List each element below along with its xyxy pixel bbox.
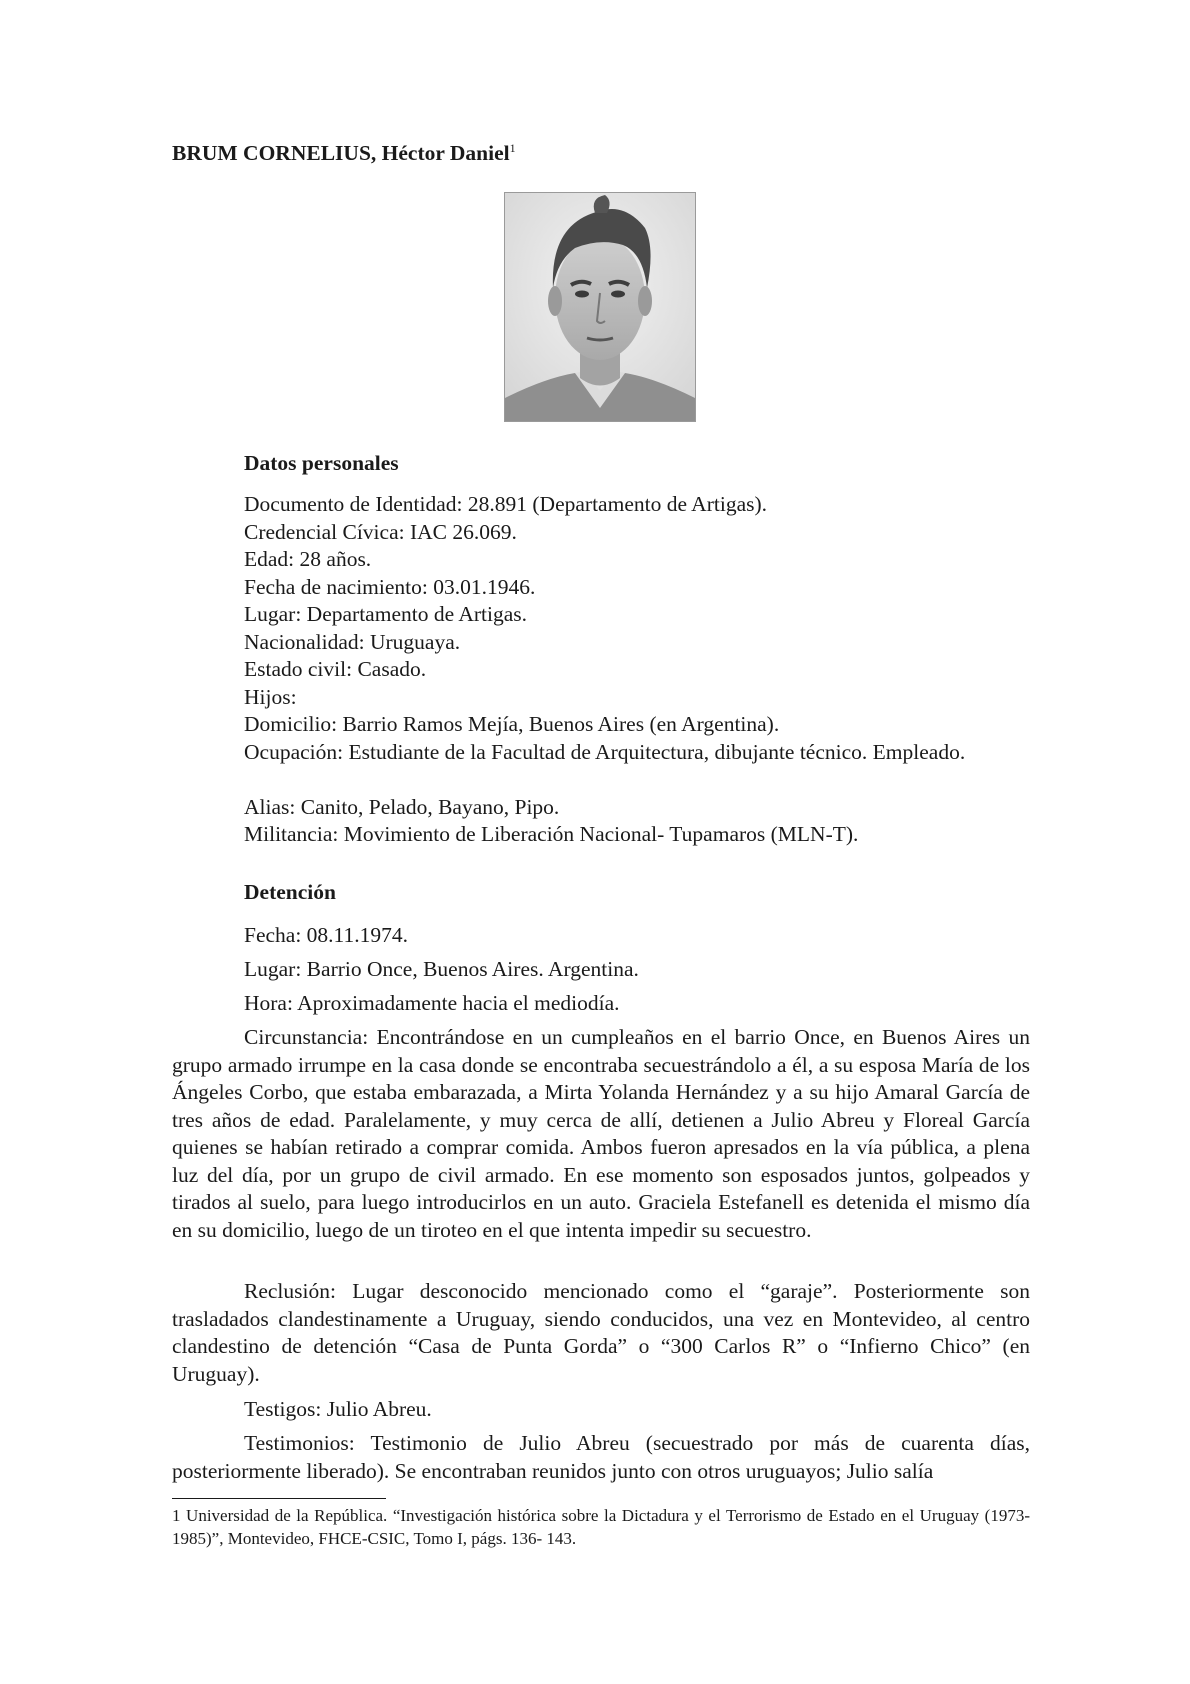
militancia: Militancia: Movimiento de Liberación Nacional- Tupamaros (MLN-T).	[244, 822, 859, 846]
domicilio: Domicilio: Barrio Ramos Mejía, Buenos Aires (en Argentina).	[244, 712, 780, 736]
lugar-nacimiento: Lugar: Departamento de Artigas.	[244, 602, 527, 626]
footnote-reference: 1	[509, 140, 516, 155]
footnote-separator	[172, 1498, 386, 1499]
estado-civil: Estado civil: Casado.	[244, 657, 427, 681]
detencion-circunstancia: Circunstancia: Encontrándose en un cumpleaños en el barrio Once, en Buenos Aires un grupo armado irrumpe en la casa donde se encontraba secuestrándolo a él, a su esposa María de los Ángeles Corbo, que estaba embarazada, a Mirta Yolanda Hernández y a su hijo Amaral García de tres años de edad. Paralelamente, y muy cerca de allí, detienen a Julio Abreu y Floreal García quienes se habían retirado a comprar comida. Ambos fueron apresados en la vía pública, a plena luz del día, por un grupo de civil armado. En ese momento son esposados juntos, golpeados y tirados al suelo, para luego introducirlos en un auto. Graciela Estefanell es detenida el mismo día en su domicilio, luego de un tiroteo en el que intenta impedir su secuestro.	[172, 1025, 1030, 1242]
person-name: BRUM CORNELIUS, Héctor Daniel	[172, 141, 510, 165]
footnote: 1 Universidad de la República. “Investigación histórica sobre la Dictadura y el Terrorismo de Estado en el Uruguay (1973-1985)”, Montevideo, FHCE-CSIC, Tomo I, págs. 136- 143.	[172, 1506, 1030, 1548]
detencion-hora: Hora: Aproximadamente hacia el mediodía.	[244, 991, 620, 1015]
alias: Alias: Canito, Pelado, Bayano, Pipo.	[244, 794, 560, 819]
detencion-reclusion: Reclusión: Lugar desconocido mencionado como el “garaje”. Posteriormente son trasladados clandestinamente a Uruguay, siendo conducidos, una vez en Montevideo, al centro clandestino de detención “Casa de Punta Gorda” o “300 Carlos R” o “Infierno Chico” (en Uruguay).	[172, 1279, 1030, 1386]
section-heading-datos-personales: Datos personales	[244, 451, 399, 475]
fecha-nacimiento: Fecha de nacimiento: 03.01.1946.	[244, 574, 536, 599]
portrait-photo	[504, 192, 696, 422]
documento-identidad: Documento de Identidad: 28.891 (Departamento de Artigas).	[244, 492, 768, 516]
detencion-fecha: Fecha: 08.11.1974.	[244, 923, 409, 947]
credencial-civica: Credencial Cívica: IAC 26.069.	[244, 519, 517, 544]
edad: Edad: 28 años.	[244, 547, 372, 571]
detencion-testigos: Testigos: Julio Abreu.	[244, 1397, 432, 1421]
ocupacion: Ocupación: Estudiante de la Facultad de Arquitectura, dibujante técnico. Empleado.	[244, 739, 966, 764]
nacionalidad: Nacionalidad: Uruguaya.	[244, 629, 461, 654]
hijos: Hijos:	[244, 684, 297, 709]
section-heading-detencion: Detención	[244, 880, 336, 904]
page-title	[172, 140, 516, 168]
detencion-lugar: Lugar: Barrio Once, Buenos Aires. Argentina.	[244, 957, 639, 981]
detencion-testimonios: Testimonios: Testimonio de Julio Abreu (secuestrado por más de cuarenta días, posteriormente liberado). Se encontraban reunidos junto con otros uruguayos; Julio salía	[172, 1431, 1030, 1483]
